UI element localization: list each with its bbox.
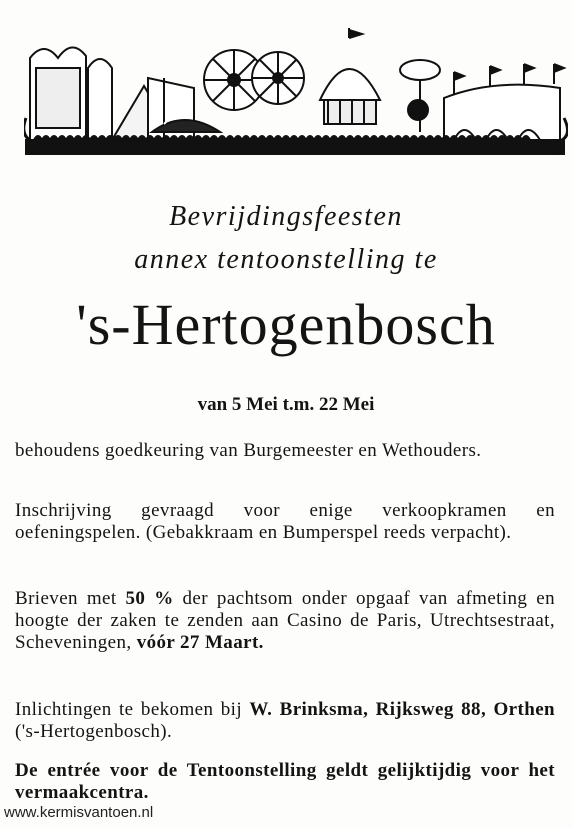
letters-percentage: 50 % — [125, 588, 174, 609]
letters-deadline: vóór 27 Maart. — [136, 632, 264, 653]
paragraph-letters — [15, 588, 555, 654]
information-contact: W. Brinksma, Rijksweg 88, Orthen — [249, 699, 555, 720]
information-text-c: ('s-Hertogenbosch). — [15, 721, 173, 742]
paragraph-entrance: De entrée voor de Tentoonstelling geldt gelijktijdig voor het vermaakcentra. — [15, 760, 555, 803]
website-watermark: www.kermisvantoen.nl — [4, 804, 154, 821]
headline-line2: annex tentoonstelling te — [134, 244, 438, 275]
event-dates: van 5 Mei t.m. 22 Mei — [197, 394, 375, 415]
paragraph-information — [15, 699, 555, 743]
letters-text-a: Brieven met — [15, 588, 126, 609]
headline-line1: Bevrijdingsfeesten — [169, 201, 403, 232]
fairground-banner-illustration — [24, 28, 568, 168]
letters-text-c: der pachtsom onder opgaaf van afmeting en hoogte der zaken te zenden aan Casino de Paris, Utrechtsestraat, Scheveningen, — [15, 588, 555, 653]
paragraph-approval: behoudens goedkeuring van Burgemeester en Wethouders. — [15, 440, 482, 461]
city-title: 's-Hertogenbosch — [76, 292, 496, 357]
information-text-a: Inlichtingen te bekomen bij — [15, 699, 250, 720]
paragraph-registration: Inschrijving gevraagd voor enige verkoopkramen en oefeningspelen. (Gebakkraam en Bumperspel reeds verpacht). — [15, 500, 555, 543]
